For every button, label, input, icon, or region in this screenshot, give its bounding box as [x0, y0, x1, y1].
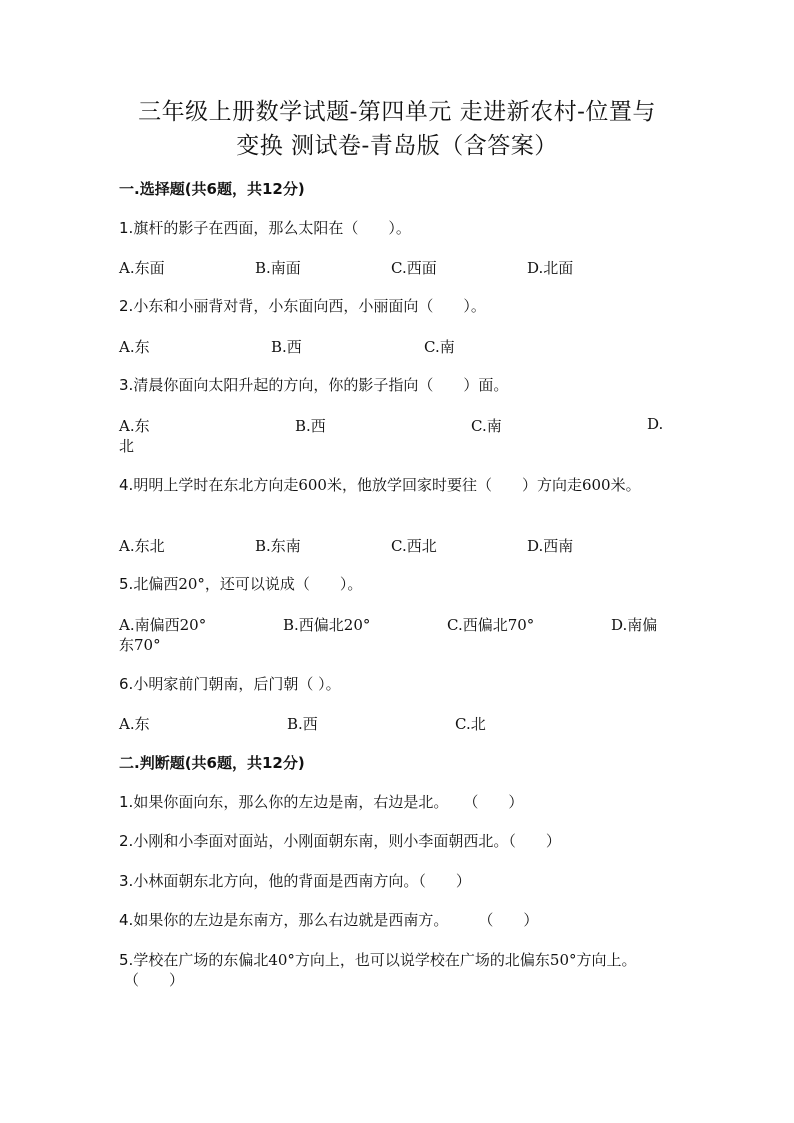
question-text: 旗杆的影子在西面，那么太阳在（ ）。	[133, 219, 411, 237]
question-number: 5.	[119, 575, 134, 593]
option-d: D.西南	[527, 537, 574, 555]
option-c: C.南	[471, 417, 502, 435]
option-d: D.南偏	[611, 616, 658, 634]
question-number: 1.	[119, 793, 134, 811]
page-title-line2: 变换 测试卷-青岛版（含答案）	[236, 133, 558, 159]
question-text: 小明家前门朝南，后门朝（ ）。	[133, 675, 341, 693]
question-2	[119, 296, 486, 316]
option-b: B.西偏北20°	[283, 616, 371, 634]
question-6	[119, 674, 341, 694]
option-d: D.	[647, 415, 664, 433]
option-c: C.西北	[391, 537, 437, 555]
question-text: 小刚和小李面对面站，小刚面朝东南，则小李面朝西北。（ ）	[133, 832, 561, 850]
judge-question-2	[119, 831, 561, 851]
question-number: 5.	[119, 951, 134, 969]
option-b: B.南面	[255, 259, 301, 277]
question-text: 清晨你面向太阳升起的方向，你的影子指向（ ）面。	[133, 376, 509, 394]
question-text: 如果你的左边是东南方，那么右边就是西南方。 （ ）	[133, 911, 539, 929]
question-text: 如果你面向东，那么你的左边是南，右边是北。 （ ）	[133, 793, 524, 811]
judge-question-5-bracket: （ ）	[124, 971, 185, 989]
section-heading-choice: 一.选择题(共6题，共12分)	[119, 180, 305, 198]
option-a: A.东	[119, 338, 150, 356]
question-3	[119, 375, 508, 395]
judge-question-3	[119, 871, 471, 891]
option-c: C.西面	[391, 259, 437, 277]
option-a: A.南偏西20°	[119, 616, 207, 634]
option-c: C.西偏北70°	[447, 616, 535, 634]
question-5	[119, 574, 362, 594]
question-4	[119, 475, 641, 495]
section-heading-judge: 二.判断题(共6题，共12分)	[119, 754, 305, 772]
option-a: A.东北	[119, 537, 165, 555]
question-text: 小东和小丽背对背，小东面向西，小丽面向（ ）。	[133, 297, 486, 315]
question-number: 6.	[119, 675, 134, 693]
option-b: B.西	[295, 417, 326, 435]
option-b: B.西	[271, 338, 302, 356]
option-d: D.北面	[527, 259, 574, 277]
question-text: 学校在广场的东偏北40°方向上，也可以说学校在广场的北偏东50°方向上。	[133, 951, 637, 969]
question-number: 2.	[119, 297, 134, 315]
option-b: B.西	[287, 715, 318, 733]
option-d-wrap: 北	[119, 437, 135, 455]
question-number: 3.	[119, 872, 134, 890]
question-text: 北偏西20°，还可以说成（ ）。	[133, 575, 363, 593]
option-b: B.东南	[255, 537, 301, 555]
question-text: 明明上学时在东北方向走600米，他放学回家时要往（ ）方向走600米。	[133, 476, 641, 494]
judge-question-1	[119, 792, 523, 812]
option-d-wrap: 东70°	[119, 636, 161, 654]
judge-question-5	[119, 950, 637, 970]
option-a: A.东	[119, 417, 150, 435]
page-title-line1: 三年级上册数学试题-第四单元 走进新农村-位置与	[138, 99, 656, 125]
question-text: 小林面朝东北方向，他的背面是西南方向。（ ）	[133, 872, 471, 890]
question-number: 1.	[119, 219, 134, 237]
question-number: 4.	[119, 476, 134, 494]
question-number: 4.	[119, 911, 134, 929]
judge-question-4	[119, 910, 538, 930]
option-a: A.东面	[119, 259, 165, 277]
question-1	[119, 218, 411, 238]
question-number: 3.	[119, 376, 134, 394]
option-a: A.东	[119, 715, 150, 733]
option-c: C.南	[424, 338, 455, 356]
question-number: 2.	[119, 832, 134, 850]
option-c: C.北	[455, 715, 486, 733]
